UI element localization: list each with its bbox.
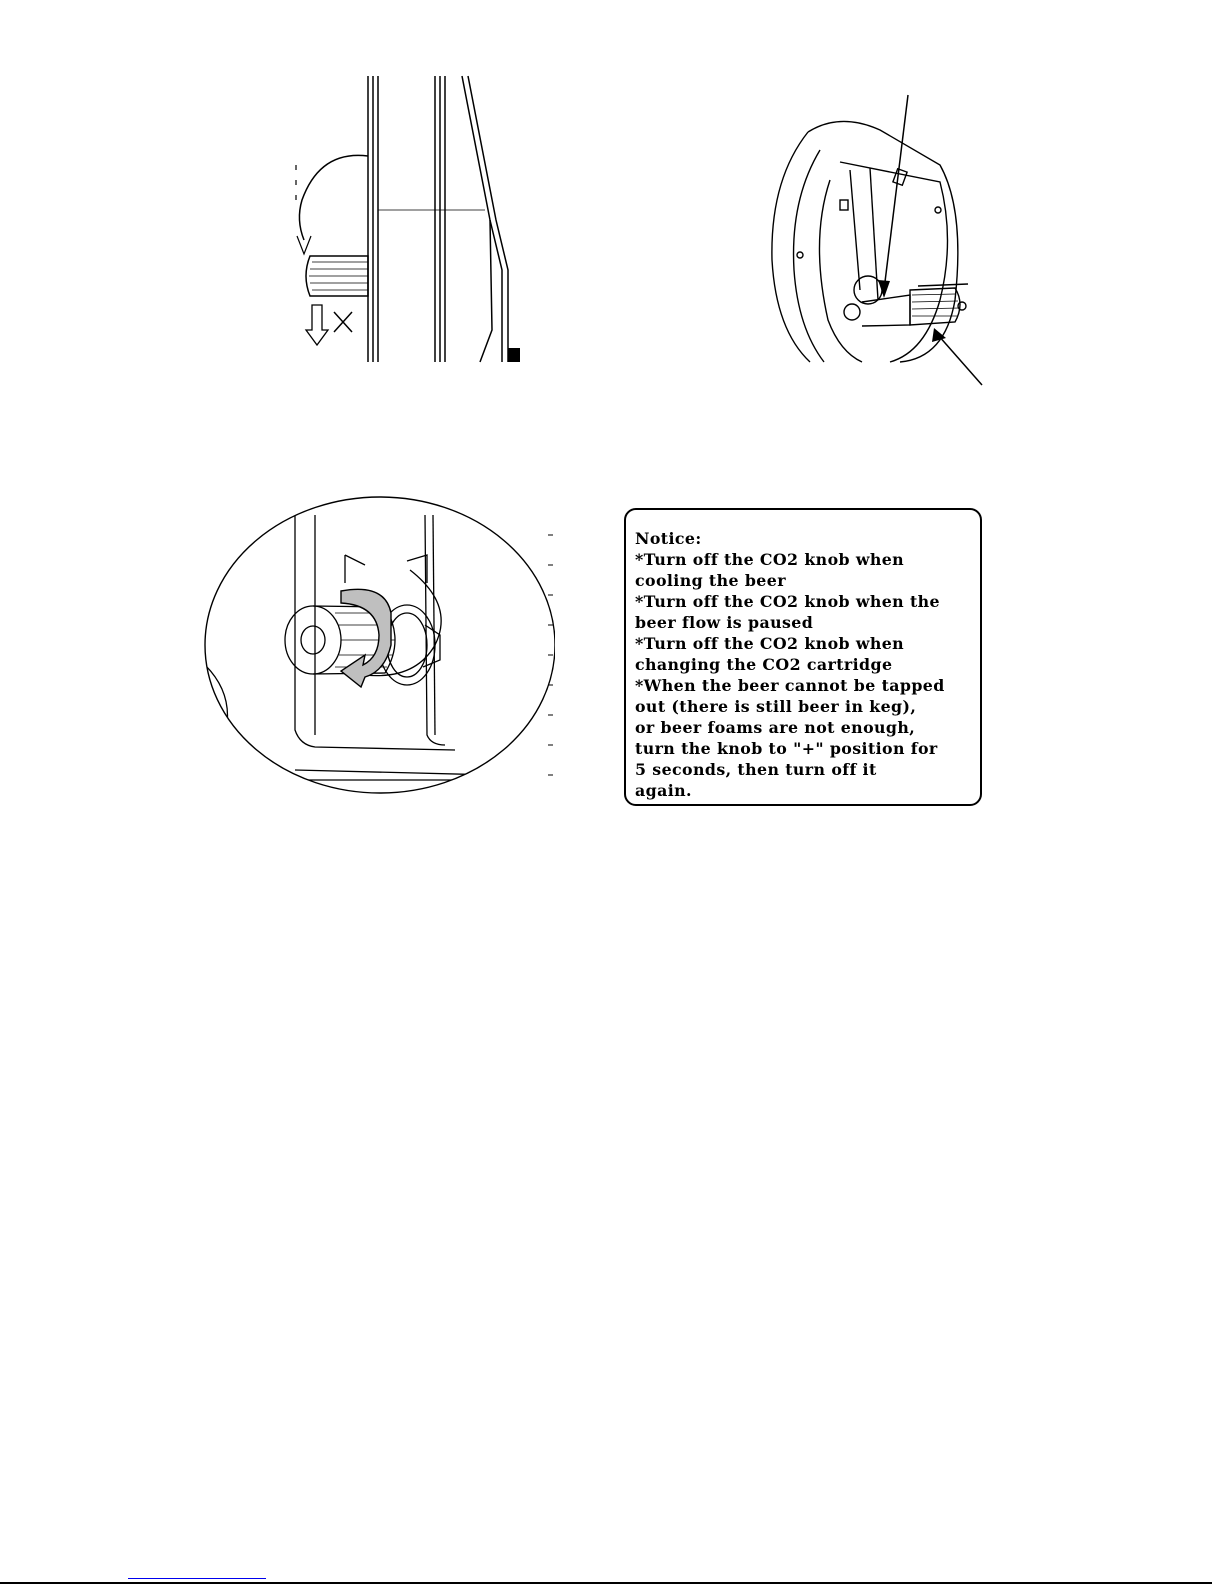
notice-line: turn the knob to "+" position for bbox=[635, 739, 938, 758]
notice-line: cooling the beer bbox=[635, 571, 786, 590]
rotate-arrow-icon bbox=[297, 155, 368, 254]
rotate-arrow-icon bbox=[341, 589, 391, 687]
notice-line: changing the CO2 cartridge bbox=[635, 655, 893, 674]
notice-line: out (there is still beer in keg), bbox=[635, 697, 917, 716]
down-arrow-icon bbox=[306, 305, 328, 345]
notice-line: 5 seconds, then turn off it bbox=[635, 760, 877, 779]
notice-line: *Turn off the CO2 knob when bbox=[635, 550, 905, 569]
x-mark-icon bbox=[334, 312, 352, 332]
footer-link-underline[interactable] bbox=[128, 1578, 266, 1579]
figure-knob-closeup bbox=[195, 495, 555, 795]
notice-line: again. bbox=[635, 781, 692, 800]
notice-line: *When the beer cannot be tapped bbox=[635, 676, 945, 695]
notice-box bbox=[624, 508, 982, 806]
notice-title: Notice: bbox=[635, 529, 702, 548]
figure-side-view-knob bbox=[280, 70, 530, 365]
figure-cartridge-holder bbox=[750, 90, 990, 390]
notice-line: *Turn off the CO2 knob when bbox=[635, 634, 905, 653]
margin-ticks bbox=[548, 533, 554, 783]
notice-line: beer flow is paused bbox=[635, 613, 814, 632]
notice-line: or beer foams are not enough, bbox=[635, 718, 916, 737]
footer-divider bbox=[0, 1582, 1212, 1584]
notice-line: *Turn off the CO2 knob when the bbox=[635, 592, 941, 611]
